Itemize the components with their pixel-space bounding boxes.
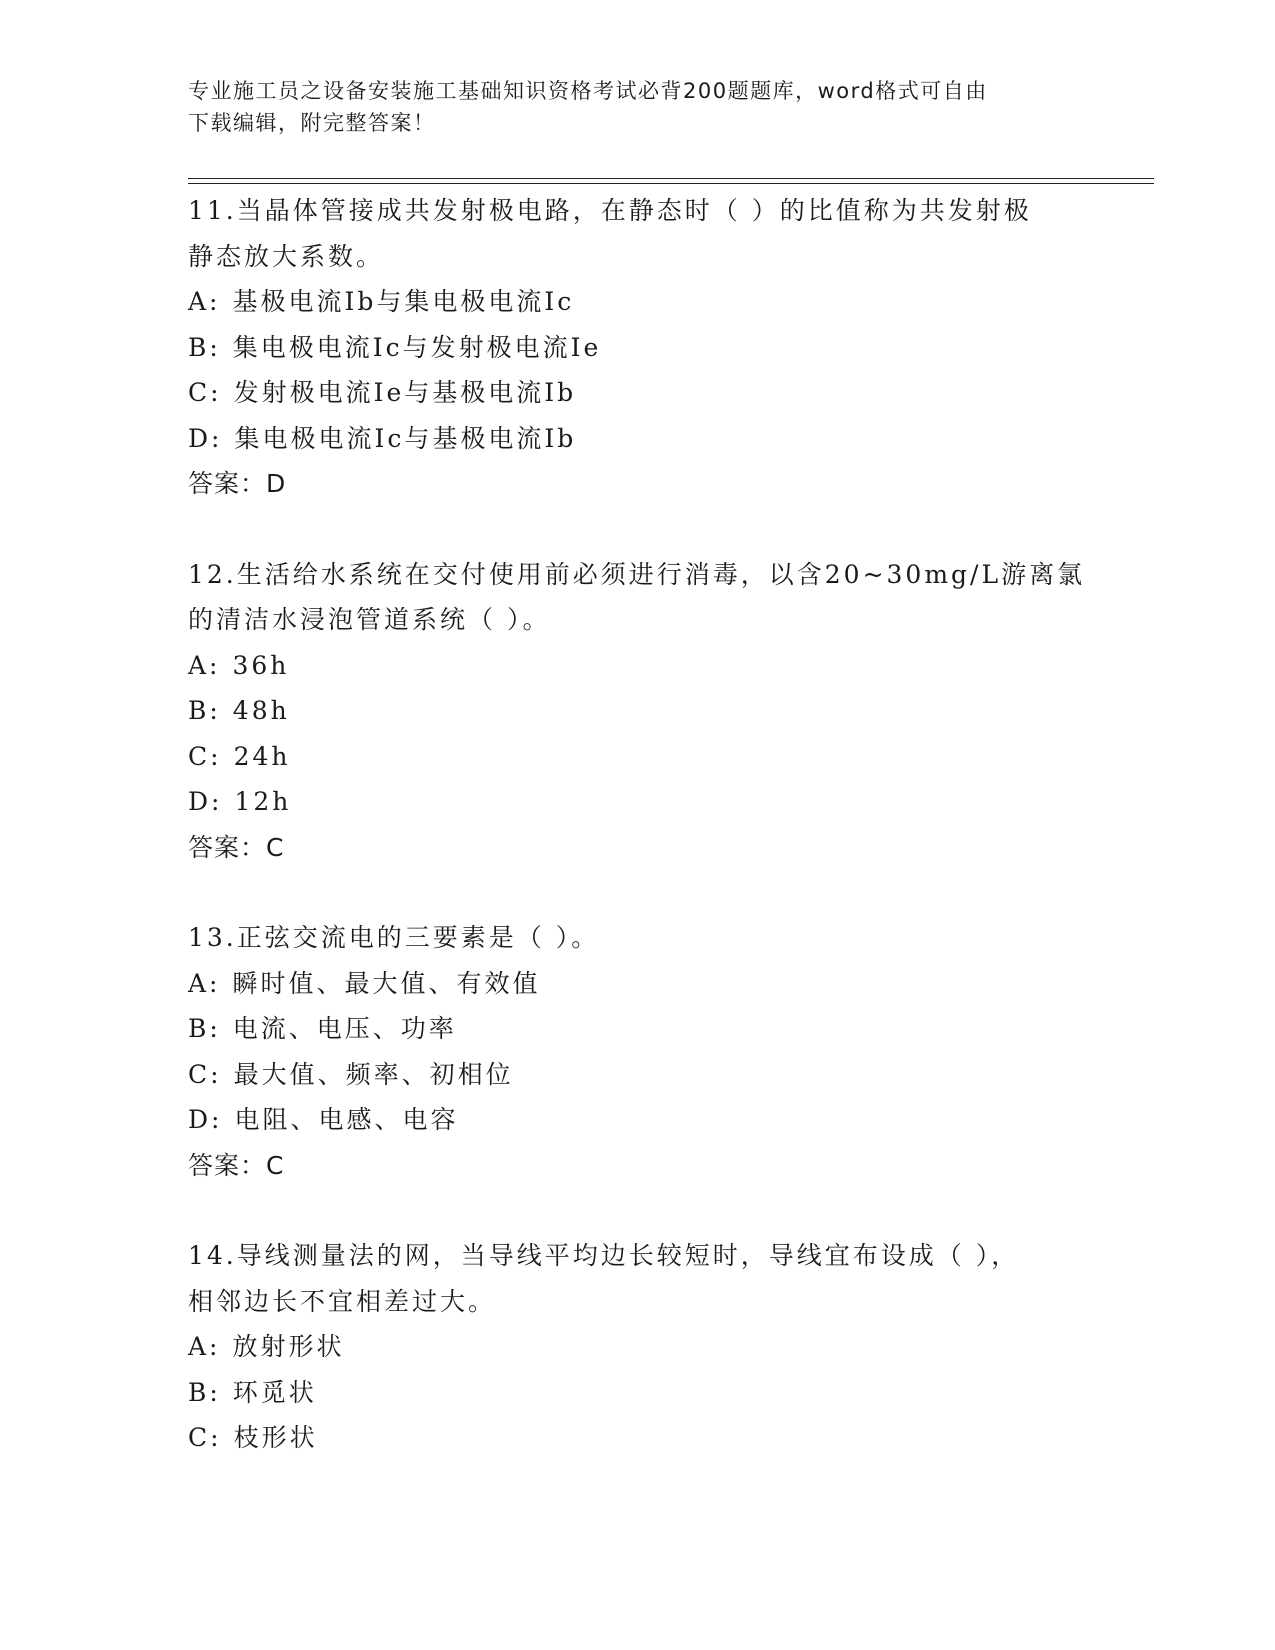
option-a bbox=[188, 1324, 1088, 1370]
option-text: 12h bbox=[234, 787, 292, 816]
option-key: A: bbox=[188, 287, 221, 316]
option-text: 集电极电流Ic与发射极电流Ie bbox=[232, 332, 602, 362]
question-12 bbox=[188, 552, 1088, 871]
header-divider-top bbox=[188, 178, 1154, 179]
option-d bbox=[188, 779, 1088, 825]
option-d bbox=[188, 416, 1088, 462]
option-text: 基极电流Ib与集电极电流Ic bbox=[232, 287, 575, 316]
option-text: 最大值、频率、初相位 bbox=[233, 1059, 514, 1089]
option-text: 电阻、电感、电容 bbox=[234, 1105, 459, 1134]
question-stem: 14.导线测量法的网，当导线平均边长较短时，导线宜布设成（ ）， bbox=[188, 1241, 1020, 1270]
option-key: C: bbox=[188, 378, 222, 407]
option-c bbox=[188, 734, 1088, 780]
option-c bbox=[188, 370, 1088, 416]
option-key: C: bbox=[188, 1423, 222, 1452]
option-key: A: bbox=[188, 968, 221, 998]
question-14 bbox=[188, 1233, 1088, 1461]
option-key: B: bbox=[188, 1377, 221, 1407]
header-line: 专业施工员之设备安装施工基础知识资格考试必背200题题库，word格式可自由 bbox=[188, 79, 988, 103]
answer-line: 答案：D bbox=[188, 469, 287, 498]
option-b bbox=[188, 325, 1088, 371]
option-a bbox=[188, 279, 1088, 325]
option-text: 48h bbox=[232, 696, 290, 725]
option-c bbox=[188, 1052, 1088, 1098]
option-b bbox=[188, 1006, 1088, 1052]
option-text: 电流、电压、功率 bbox=[232, 1014, 457, 1043]
question-stem: 的清洁水浸泡管道系统（ ）。 bbox=[188, 605, 551, 634]
option-a bbox=[188, 961, 1088, 1007]
header-divider-bottom bbox=[188, 183, 1154, 184]
option-key: A: bbox=[188, 650, 221, 680]
header-line: 下载编辑，附完整答案！ bbox=[188, 111, 436, 135]
option-text: 发射极电流Ie与基极电流Ib bbox=[233, 378, 577, 407]
option-c bbox=[188, 1415, 1088, 1461]
option-key: D: bbox=[188, 423, 223, 453]
answer-line: 答案：C bbox=[188, 1150, 285, 1180]
option-text: 环觅状 bbox=[232, 1377, 317, 1407]
document-header bbox=[188, 75, 1068, 139]
question-stem: 静态放大系数。 bbox=[188, 241, 385, 271]
option-text: 瞬时值、最大值、有效值 bbox=[232, 968, 541, 998]
option-key: C: bbox=[188, 741, 222, 771]
question-11 bbox=[188, 188, 1088, 507]
option-b bbox=[188, 1370, 1088, 1416]
question-stem: 12.生活给水系统在交付使用前必须进行消毒，以含20~30mg/L游离氯 bbox=[188, 559, 1086, 589]
option-text: 放射形状 bbox=[232, 1332, 345, 1361]
option-b bbox=[188, 688, 1088, 734]
option-key: C: bbox=[188, 1059, 222, 1089]
option-text: 集电极电流Ic与基极电流Ib bbox=[234, 423, 577, 453]
question-stem: 相邻边长不宜相差过大。 bbox=[188, 1286, 497, 1316]
option-a bbox=[188, 643, 1088, 689]
option-key: B: bbox=[188, 1014, 221, 1043]
option-key: A: bbox=[188, 1332, 221, 1361]
option-key: D: bbox=[188, 1105, 223, 1134]
option-key: B: bbox=[188, 332, 221, 362]
question-stem: 11.当晶体管接成共发射极电路，在静态时（ ）的比值称为共发射极 bbox=[188, 196, 1032, 225]
question-list bbox=[188, 188, 1088, 1461]
question-stem: 13.正弦交流电的三要素是（ ）。 bbox=[188, 923, 600, 952]
option-text: 枝形状 bbox=[233, 1423, 318, 1452]
option-text: 36h bbox=[232, 650, 290, 680]
option-key: B: bbox=[188, 696, 221, 725]
option-text: 24h bbox=[233, 741, 291, 771]
option-key: D: bbox=[188, 787, 223, 816]
question-13 bbox=[188, 915, 1088, 1188]
option-d bbox=[188, 1097, 1088, 1143]
answer-line: 答案：C bbox=[188, 832, 285, 862]
